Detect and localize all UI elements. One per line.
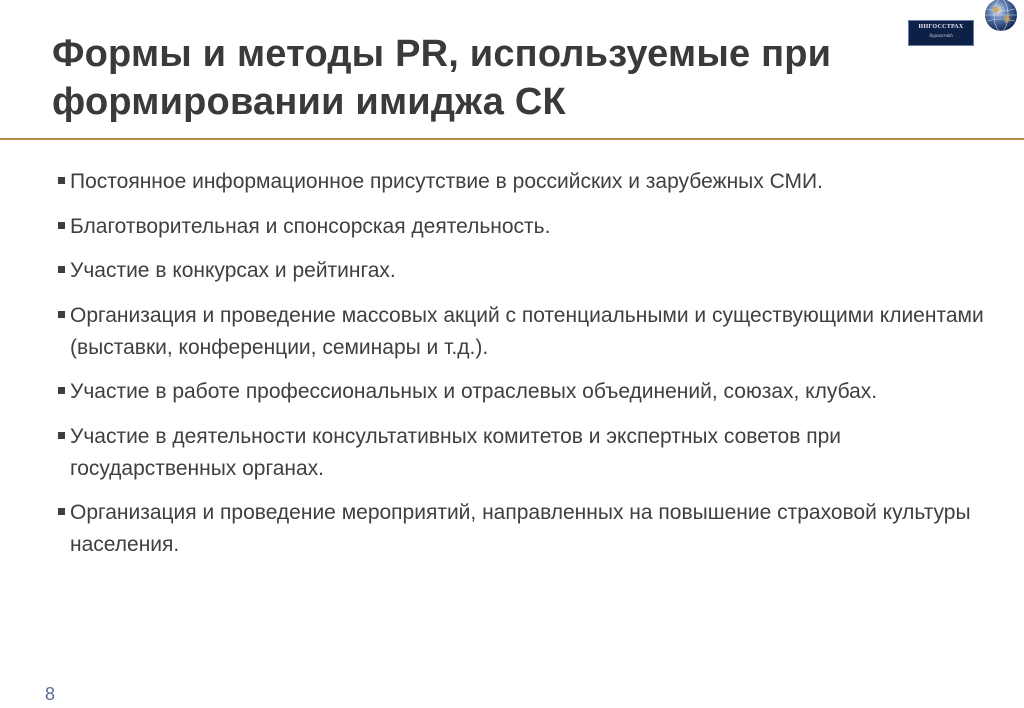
- list-item: [58, 497, 998, 561]
- title-divider: [0, 138, 1024, 140]
- bullet-text: Участие в деятельности консультативных комитетов и экспертных советов при государственных органах.: [70, 424, 842, 480]
- list-item: [58, 211, 998, 243]
- company-logo: [905, 0, 1024, 72]
- bullet-marker: [58, 508, 65, 515]
- list-item: [58, 166, 998, 198]
- bullet-text: Благотворительная и спонсорская деятельность.: [70, 214, 551, 238]
- bullet-marker: [58, 387, 65, 394]
- bullet-text: Организация и проведение мероприятий, направленных на повышение страховой культуры населения.: [70, 501, 971, 556]
- list-item: [58, 376, 998, 408]
- bullet-marker: [58, 432, 65, 439]
- list-item: [58, 421, 998, 485]
- bullet-marker: [58, 266, 65, 273]
- logo-plate: [908, 20, 974, 46]
- bullet-marker: [58, 222, 65, 229]
- list-item: [58, 300, 998, 364]
- bullet-marker: [58, 311, 65, 318]
- globe-icon: [981, 0, 1021, 34]
- bullet-list: [58, 166, 998, 574]
- logo-script-text: Ingosstrakh: [929, 34, 953, 39]
- bullet-marker: [58, 177, 65, 184]
- logo-brand-text: ИНГОССТРАХ: [918, 24, 964, 30]
- list-item: [58, 255, 998, 287]
- bullet-text: Участие в работе профессиональных и отраслевых объединений, союзах, клубах.: [70, 380, 878, 403]
- slide-title: Формы и методы PR, используемые при формировании имиджа СК: [52, 33, 832, 123]
- page-number: 8: [45, 684, 56, 704]
- bullet-text: Участие в конкурсах и рейтингах.: [70, 259, 396, 282]
- bullet-text: Постоянное информационное присутствие в российских и зарубежных СМИ.: [70, 170, 823, 193]
- bullet-text: Организация и проведение массовых акций с потенциальными и существующими клиентами (выставки, конференции, семинары и т.д.).: [70, 303, 984, 359]
